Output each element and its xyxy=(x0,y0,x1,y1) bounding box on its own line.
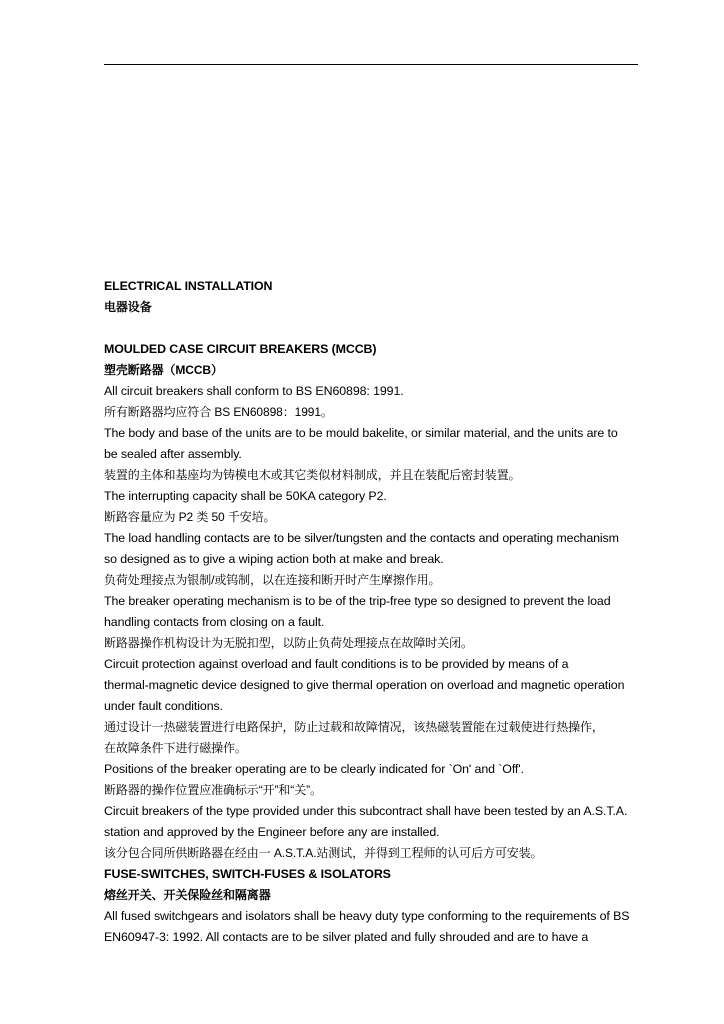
paragraph-line-en: handling contacts from closing on a fault. xyxy=(104,615,325,629)
paragraph-line-cn: 该分包合同所供断路器在经由一 A.S.T.A.站测试，并得到工程师的认可后方可安装。 xyxy=(104,846,543,860)
section-heading-cn: 塑壳断路器（MCCB） xyxy=(104,363,223,377)
section-heading-cn: 电器设备 xyxy=(104,300,152,314)
paragraph-line-en: EN60947-3: 1992. All contacts are to be silver plated and fully shrouded and are to have a xyxy=(104,930,589,944)
section-heading-en: ELECTRICAL INSTALLATION xyxy=(104,279,273,293)
paragraph-line-en: The load handling contacts are to be silver/tungsten and the contacts and operating mechanism xyxy=(104,531,619,545)
paragraph-line-en: Circuit breakers of the type provided under this subcontract shall have been tested by an A.S.T.A. xyxy=(104,804,628,818)
paragraph-line-en: The breaker operating mechanism is to be of the trip-free type so designed to prevent the load xyxy=(104,594,611,608)
paragraph-line-en: be sealed after assembly. xyxy=(104,447,242,461)
paragraph-line-cn: 断路器的操作位置应准确标示“开”和“关”。 xyxy=(104,783,322,797)
paragraph-line-cn: 所有断路器均应符合 BS EN60898：1991。 xyxy=(104,405,333,419)
paragraph-line-en: so designed as to give a wiping action both at make and break. xyxy=(104,552,444,566)
paragraph-line-cn: 通过设计一热磁装置进行电路保护，防止过载和故障情况，该热磁装置能在过载使进行热操作， xyxy=(104,720,604,734)
paragraph-line-cn: 负荷处理接点为银制/或钨制，以在连接和断开时产生摩擦作用。 xyxy=(104,573,441,587)
spacer xyxy=(104,318,644,339)
section-heading-en: MOULDED CASE CIRCUIT BREAKERS (MCCB) xyxy=(104,342,377,356)
paragraph-line-en: Positions of the breaker operating are to be clearly indicated for `On' and `Off'. xyxy=(104,762,524,776)
section-heading-cn: 熔丝开关、开关保险丝和隔离器 xyxy=(104,888,271,902)
paragraph-line-en: The body and base of the units are to be mould bakelite, or similar material, and the units are to xyxy=(104,426,618,440)
paragraph-line-en: thermal-magnetic device designed to give thermal operation on overload and magnetic operation xyxy=(104,678,625,692)
paragraph-line-en: under fault conditions. xyxy=(104,699,223,713)
paragraph-line-cn: 断路容量应为 P2 类 50 千安培。 xyxy=(104,510,276,524)
paragraph-line-cn: 断路器操作机构设计为无脱扣型，以防止负荷处理接点在故障时关闭。 xyxy=(104,636,473,650)
paragraph-line-en: Circuit protection against overload and fault conditions is to be provided by means of a xyxy=(104,657,569,671)
paragraph-line-en: All fused switchgears and isolators shall be heavy duty type conforming to the requirements of BS xyxy=(104,909,630,923)
section-heading-en: FUSE-SWITCHES, SWITCH-FUSES & ISOLATORS xyxy=(104,867,391,881)
paragraph-line-cn: 在故障条件下进行磁操作。 xyxy=(104,741,247,755)
paragraph-line-en: station and approved by the Engineer before any are installed. xyxy=(104,825,440,839)
paragraph-line-en: All circuit breakers shall conform to BS EN60898: 1991. xyxy=(104,384,404,398)
paragraph-line-cn: 装置的主体和基座均为铸模电木或其它类似材料制成，并且在装配后密封装置。 xyxy=(104,468,521,482)
paragraph-line-en: The interrupting capacity shall be 50KA category P2. xyxy=(104,489,387,503)
document-body xyxy=(104,276,644,948)
header-rule xyxy=(104,64,638,65)
